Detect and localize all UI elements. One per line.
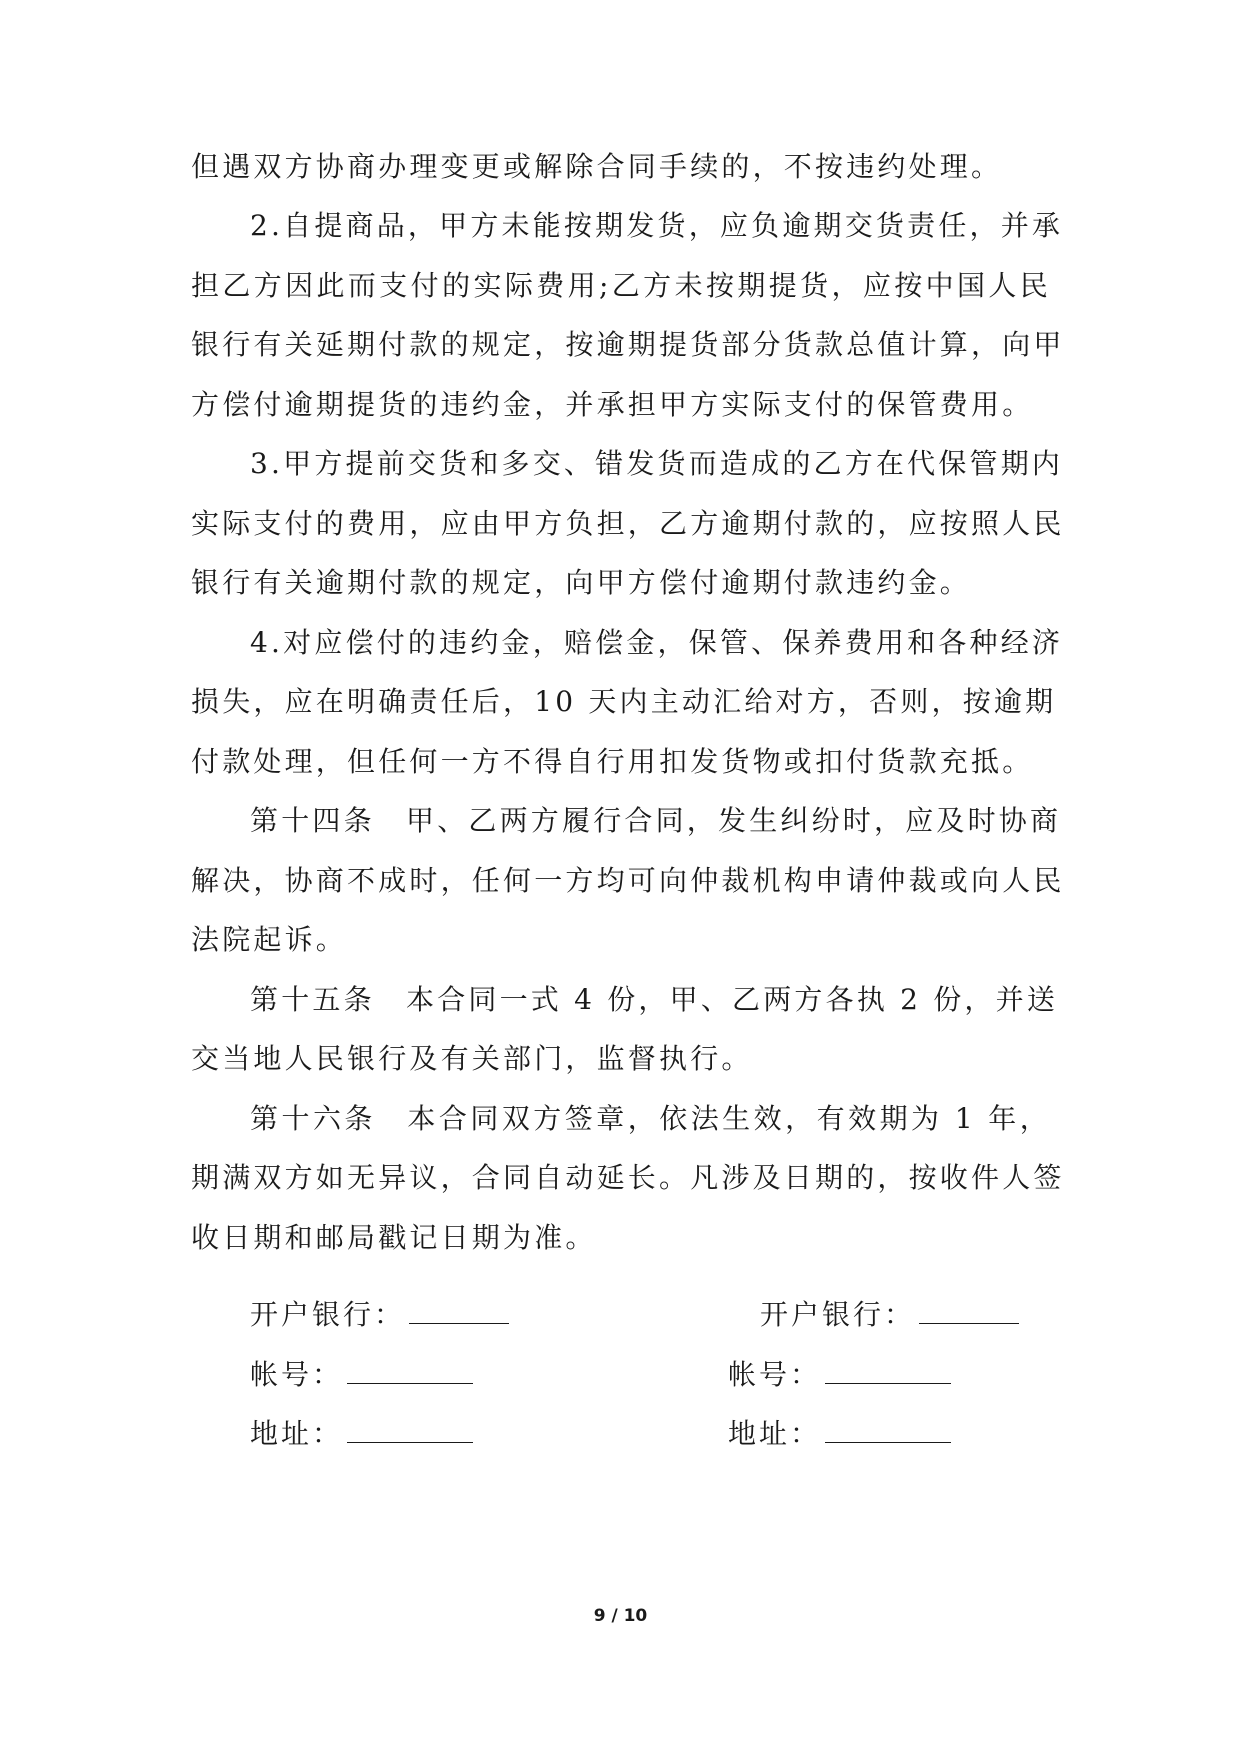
paragraph-line: 但遇双方协商办理变更或解除合同手续的，不按违约处理。	[191, 150, 1003, 183]
right-bank-label: 开户银行：	[760, 1298, 916, 1331]
paragraph-line: 3.甲方提前交货和多交、错发货而造成的乙方在代保管期内	[250, 447, 1064, 480]
article-14-line: 第十四条 甲、乙两方履行合同，发生纠纷时，应及时协商	[250, 804, 1062, 837]
left-account-label: 帐号：	[250, 1358, 344, 1391]
article-15-line: 第十五条 本合同一式 4 份，甲、乙两方各执 2 份，并送	[250, 983, 1059, 1016]
right-account-field	[728, 1355, 951, 1395]
right-address-label: 地址：	[728, 1417, 822, 1450]
page-number: 9 / 10	[593, 1606, 648, 1626]
paragraph-line: 解决，协商不成时，任何一方均可向仲裁机构申请仲裁或向人民	[191, 864, 1065, 897]
paragraph-line: 银行有关延期付款的规定，按逾期提货部分货款总值计算，向甲	[191, 328, 1065, 361]
paragraph-line: 交当地人民银行及有关部门，监督执行。	[191, 1042, 753, 1075]
paragraph-line: 付款处理，但任何一方不得自行用扣发货物或扣付货款充抵。	[191, 745, 1034, 778]
right-account-label: 帐号：	[728, 1358, 822, 1391]
paragraph-line: 担乙方因此而支付的实际费用;乙方未按期提货，应按中国人民	[191, 269, 1051, 302]
left-account-field	[250, 1355, 473, 1395]
paragraph-line: 4.对应偿付的违约金，赔偿金，保管、保养费用和各种经济	[250, 626, 1064, 659]
paragraph-line: 方偿付逾期提货的违约金，并承担甲方实际支付的保管费用。	[191, 388, 1034, 421]
right-address-field	[728, 1414, 951, 1454]
left-bank-blank[interactable]	[409, 1295, 509, 1324]
left-address-blank[interactable]	[347, 1414, 473, 1443]
paragraph-line: 收日期和邮局戳记日期为准。	[191, 1221, 597, 1254]
paragraph-line: 实际支付的费用，应由甲方负担，乙方逾期付款的，应按照人民	[191, 507, 1065, 540]
paragraph-line: 银行有关逾期付款的规定，向甲方偿付逾期付款违约金。	[191, 566, 972, 599]
left-address-label: 地址：	[250, 1417, 344, 1450]
right-bank-blank[interactable]	[919, 1295, 1019, 1324]
paragraph-line: 法院起诉。	[191, 923, 348, 956]
right-bank-field	[760, 1295, 1019, 1335]
left-address-field	[250, 1414, 473, 1454]
right-address-blank[interactable]	[825, 1414, 951, 1443]
left-account-blank[interactable]	[347, 1355, 473, 1384]
left-bank-field	[250, 1295, 509, 1335]
paragraph-line: 2.自提商品，甲方未能按期发货，应负逾期交货责任，并承	[250, 209, 1064, 242]
article-16-line: 第十六条 本合同双方签章，依法生效，有效期为 1 年，	[250, 1102, 1051, 1135]
right-account-blank[interactable]	[825, 1355, 951, 1384]
left-bank-label: 开户银行：	[250, 1298, 406, 1331]
paragraph-line: 损失，应在明确责任后，10 天内主动汇给对方，否则，按逾期	[191, 685, 1057, 718]
paragraph-line: 期满双方如无异议，合同自动延长。凡涉及日期的，按收件人签	[191, 1161, 1065, 1194]
